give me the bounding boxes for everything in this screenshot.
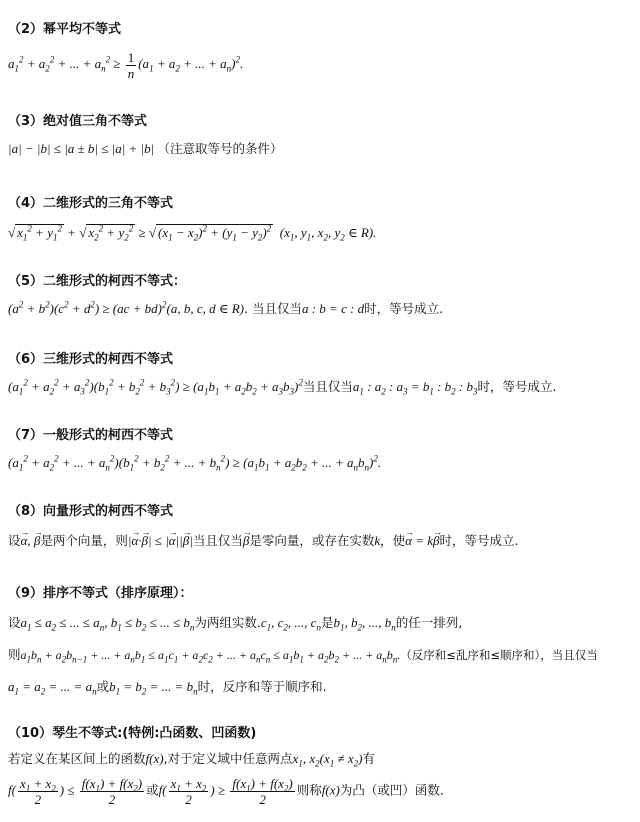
formula-2d-cauchy: $(a^2 + b^2)(c^2 + d^2) \ge (ac + bd)^2(a$, b, c, d ∈ R). 当且仅当a : b = c : d时，等号成立. xyxy=(8,299,444,316)
formula-3d-cauchy: $(a_1^2 + a_2^2 + a_3^2)(b_1^2 + b_2^2 + b_3^2) \ge (a_1b_1 + a_2b_2 + a_3b_3)^2$当且仅当$a_1$ : $a_2$ : $a_3 = b_1$ : $b_2$ : $b_3$时，等号成立. xyxy=(8,377,557,397)
jensen-line-1: 若定义在某区间上的函数f(x),对于定义域中任意两点$x_1$, $x_2(x_1 \ne x_2)$有 xyxy=(8,751,375,769)
rearrangement-line-2: 则$a_1b_n + a_2b_{n-1}$ + ... + $a_nb_1 \le a_1c_1 + a_2c_2$ + ... + $a_nc_n \le a_1b_1 + a_2b_2$ + ... + $a_nb_n$.（反序和≤乱序和≤顺序和），当且仅当 xyxy=(8,647,598,665)
jensen-line-2: f( $\frac{x_1 + x_2}{2}$ ) ≤ $\frac{f(x_1) + f(x_2)}{2}$ 或f( $\frac{x_1 + x_2}{2}$ ) ≥ $\frac{f(x_1) + f(x_2)}{2}$ 则称f(x)为凸（或凹）函数. xyxy=(8,776,444,807)
formula-abs-triangle: |a| − |b| ≤ |a ± b| ≤ |a| + |b| （注意取等号的条件） xyxy=(8,141,283,156)
rearrangement-line-1: 设$a_1 \le a_2$ ≤ ... ≤ $a_n$, $b_1 \le b_2$ ≤ ... ≤ $b_n$为两组实数$.c_1$, $c_2$, ..., $c_n$是$b_1$, $b_2$, ..., $b_n$的任一排列, xyxy=(8,615,463,633)
section-heading-vector-cauchy: （8）向量形式的柯西不等式 xyxy=(8,504,174,519)
section-heading-abs-triangle: （3）绝对值三角不等式 xyxy=(8,114,148,129)
formula-vector-cauchy: 设→ α, → β是两个向量，则|→ α·→ β| ≤ |→ α||→ β|当且仅当→ β是零向量，或存在实数k，使→ α = k→ β时，等号成立. xyxy=(8,532,518,550)
section-heading-general-cauchy: （7）一般形式的柯西不等式 xyxy=(8,428,174,443)
section-heading-2d-cauchy: （5）二维形式的柯西不等式： xyxy=(8,274,187,289)
formula-general-cauchy: ($a_1^2 + a_2^2$ + ... + $a_n^2)(b_1^2 + b_2^2$ + ... + $b_n^2) \ge (a_1b_1 + a_2b_2$ + ... + $a_nb_n)^2$. xyxy=(8,453,382,473)
section-heading-power-mean: （2）幂平均不等式 xyxy=(8,22,122,37)
section-heading-2d-triangle: （4）二维形式的三角不等式 xyxy=(8,196,174,211)
section-heading-jensen: （10）琴生不等式:(特例:凸函数、凹函数) xyxy=(8,726,257,741)
formula-power-mean: $a_1^2 + a_2^2$ + ... + $a_n^2$ ≥ $\frac{1}{n}$ ($a_1 + a_2$ + ... + $a_n)^2$. xyxy=(8,50,244,81)
section-heading-rearrangement: （9）排序不等式（排序原理）： xyxy=(8,586,193,601)
formula-2d-triangle: √ $x_1^2 + y_1^2$ + √ $x_2^2 + y_2^2$ ≥ √ $(x_1 - x_2)^2 + (y_1 - y_2)^2$ ($x_1$, $y_1$, $x_2$, $y_2$ ∈ R). xyxy=(8,223,377,243)
abs-triangle-note: （注意取等号的条件） xyxy=(157,141,283,156)
rearrangement-line-3: $a_1 = a_2$ = ... = $a_n$或$b_1 = b_2$ = ... = $b_n$时，反序和等于顺序和. xyxy=(8,679,327,697)
section-heading-3d-cauchy: （6）三维形式的柯西不等式 xyxy=(8,352,174,367)
